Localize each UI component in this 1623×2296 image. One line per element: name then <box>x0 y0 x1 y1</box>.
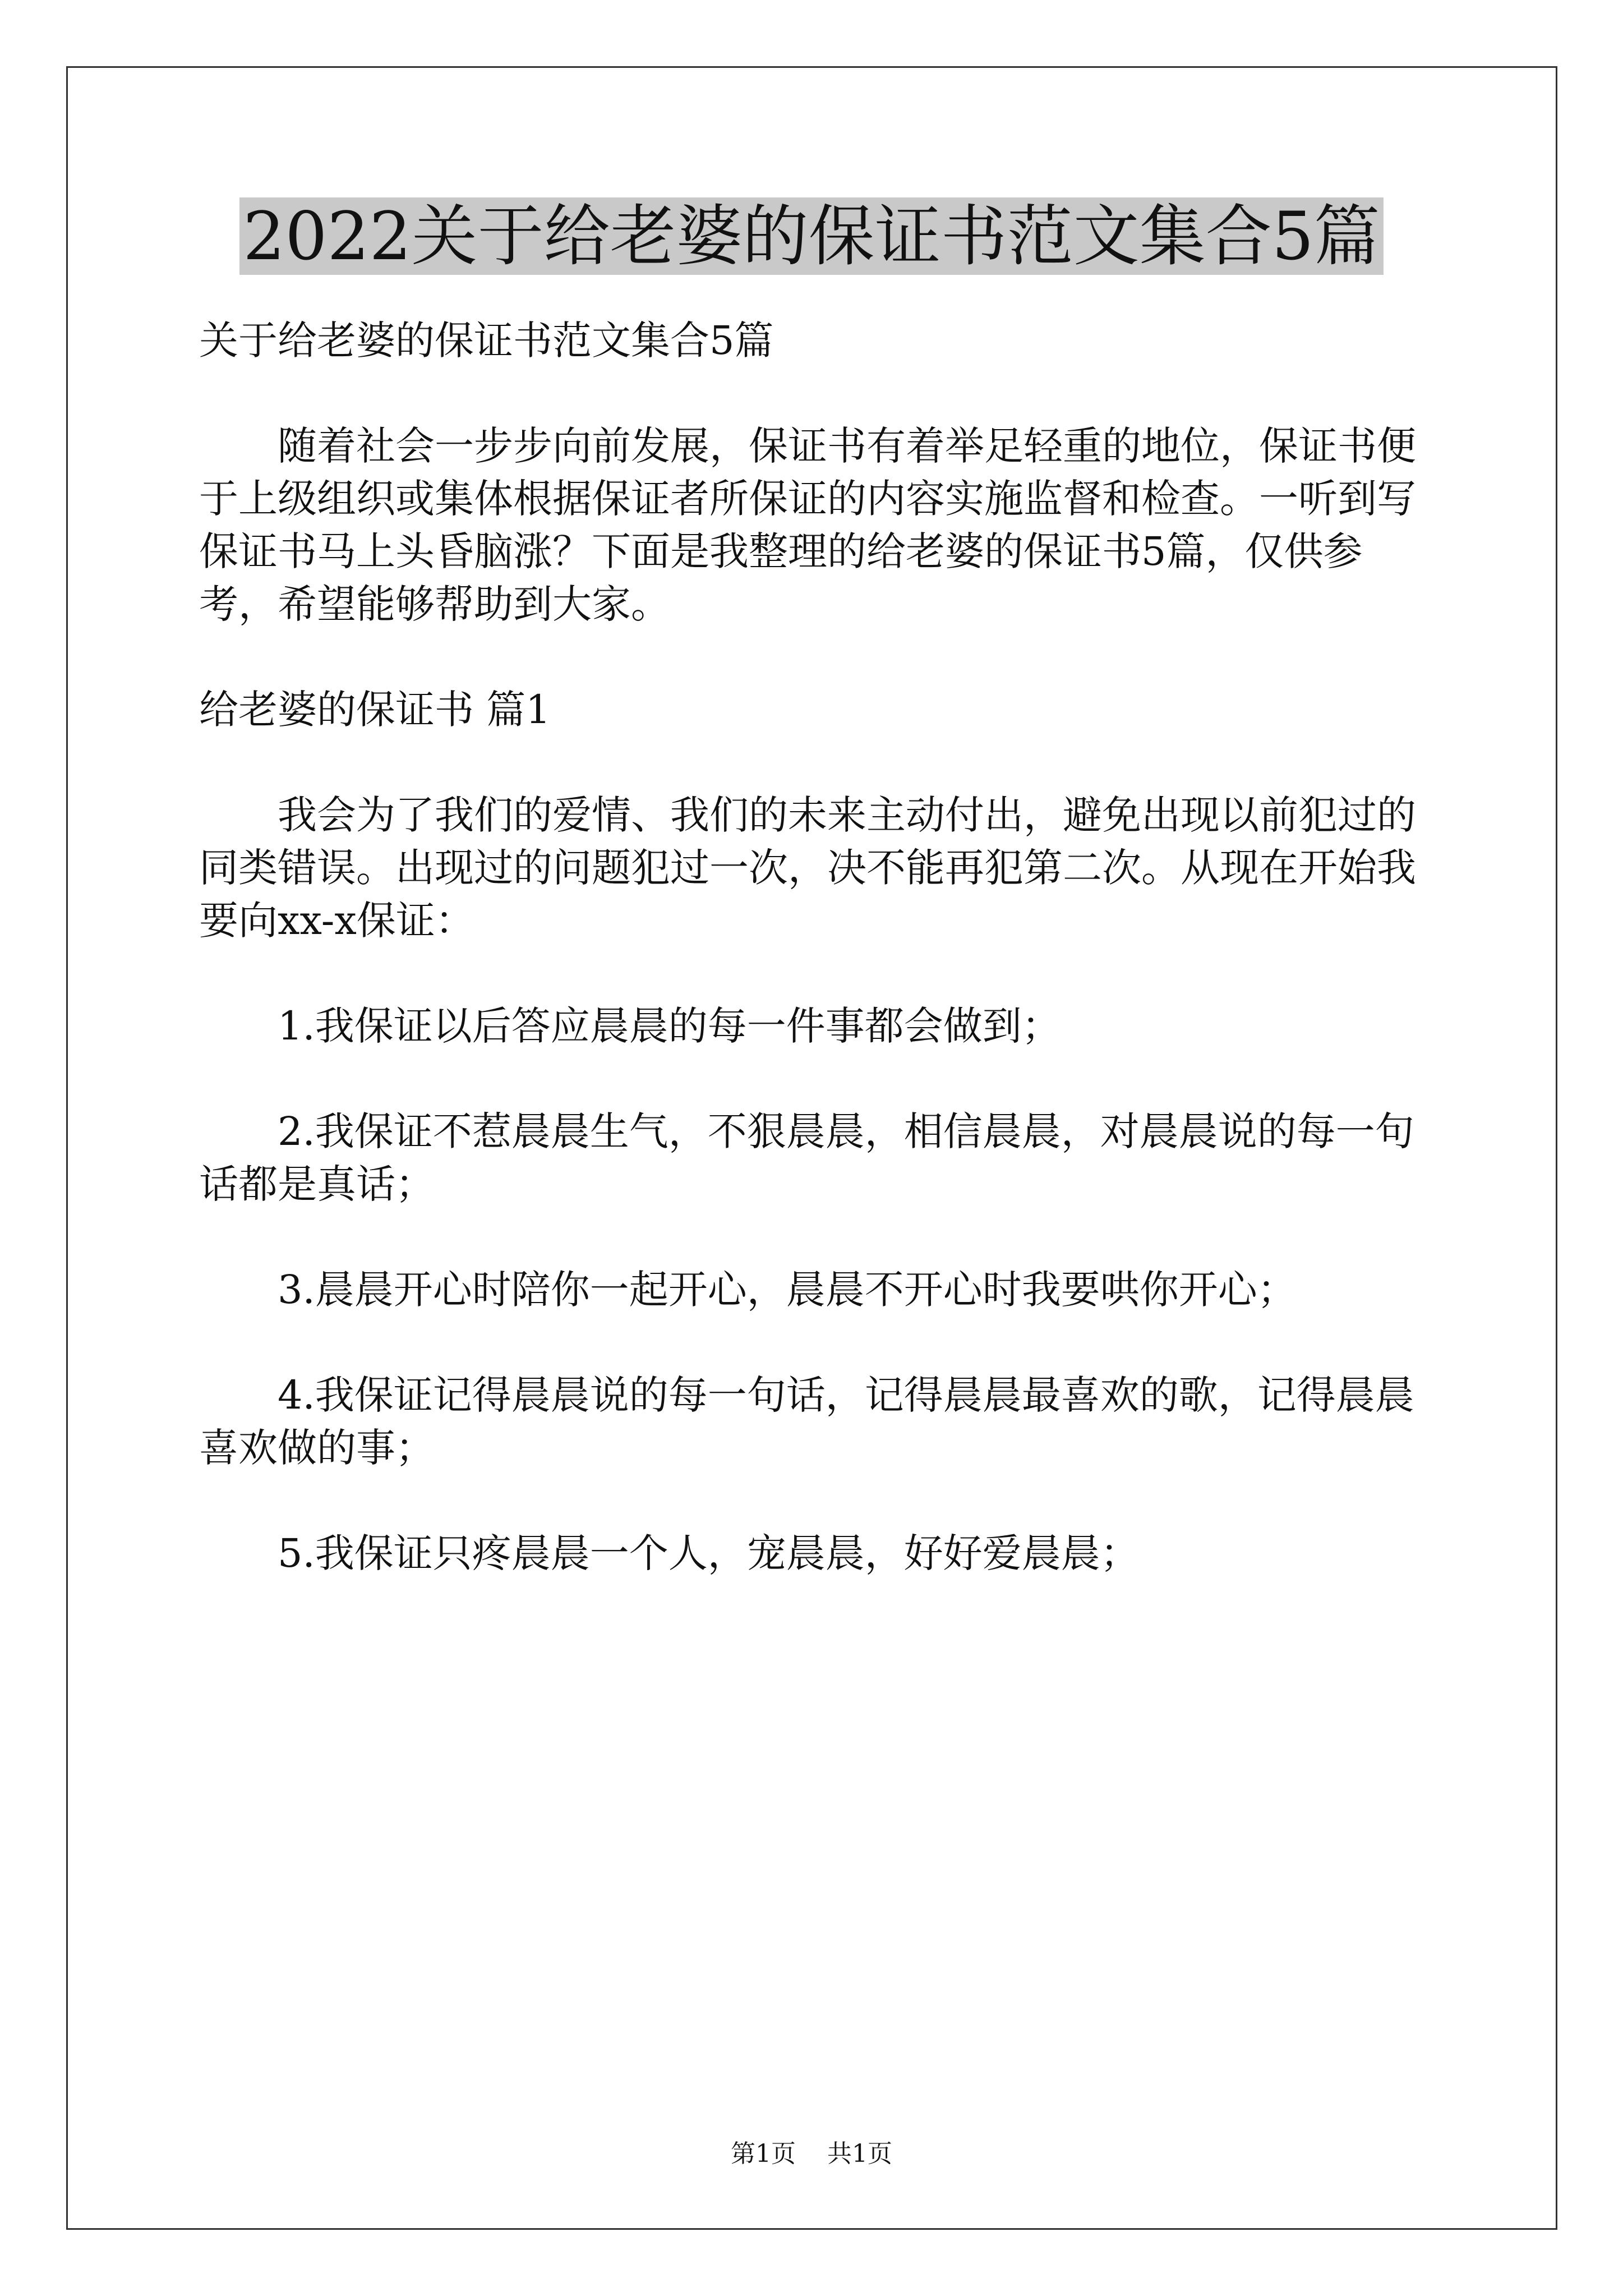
document-subtitle: 关于给老婆的保证书范文集合5篇 <box>199 318 774 364</box>
page-footer <box>0 2137 1623 2171</box>
pledge-item-3: 3.晨晨开心时陪你一起开心，晨晨不开心时我要哄你开心； <box>278 1267 1297 1313</box>
page-number: 第1页 <box>731 2139 796 2168</box>
section-intro-paragraph: 我会为了我们的爱情、我们的未来主动付出，避免出现以前犯过的同类错误。出现过的问题犯过一次，决不能再犯第二次。从现在开始我要向xx-x保证： <box>199 792 1416 944</box>
pledge-item-2: 2.我保证不惹晨晨生气，不狠晨晨，相信晨晨，对晨晨说的每一句话都是真话； <box>199 1108 1414 1207</box>
document-body <box>199 314 1427 1580</box>
pledge-item-1: 1.我保证以后答应晨晨的每一件事都会做到； <box>278 1003 1061 1049</box>
page-total: 共1页 <box>827 2139 892 2168</box>
intro-paragraph: 随着社会一步步向前发展，保证书有着举足轻重的地位，保证书便于上级组织或集体根据保证者所保证的内容实施监督和检查。一听到写保证书马上头昏脑涨？下面是我整理的给老婆的保证书5篇，仅供参考，希望能够帮助到大家。 <box>199 423 1416 627</box>
document-title <box>0 192 1623 280</box>
pledge-item-5: 5.我保证只疼晨晨一个人，宠晨晨，好好爱晨晨； <box>278 1530 1140 1576</box>
pledge-item-4: 4.我保证记得晨晨说的每一句话，记得晨晨最喜欢的歌，记得晨晨喜欢做的事； <box>199 1372 1414 1471</box>
document-title-text: 2022关于给老婆的保证书范文集合5篇 <box>239 197 1383 275</box>
section-heading: 给老婆的保证书 篇1 <box>199 687 551 733</box>
